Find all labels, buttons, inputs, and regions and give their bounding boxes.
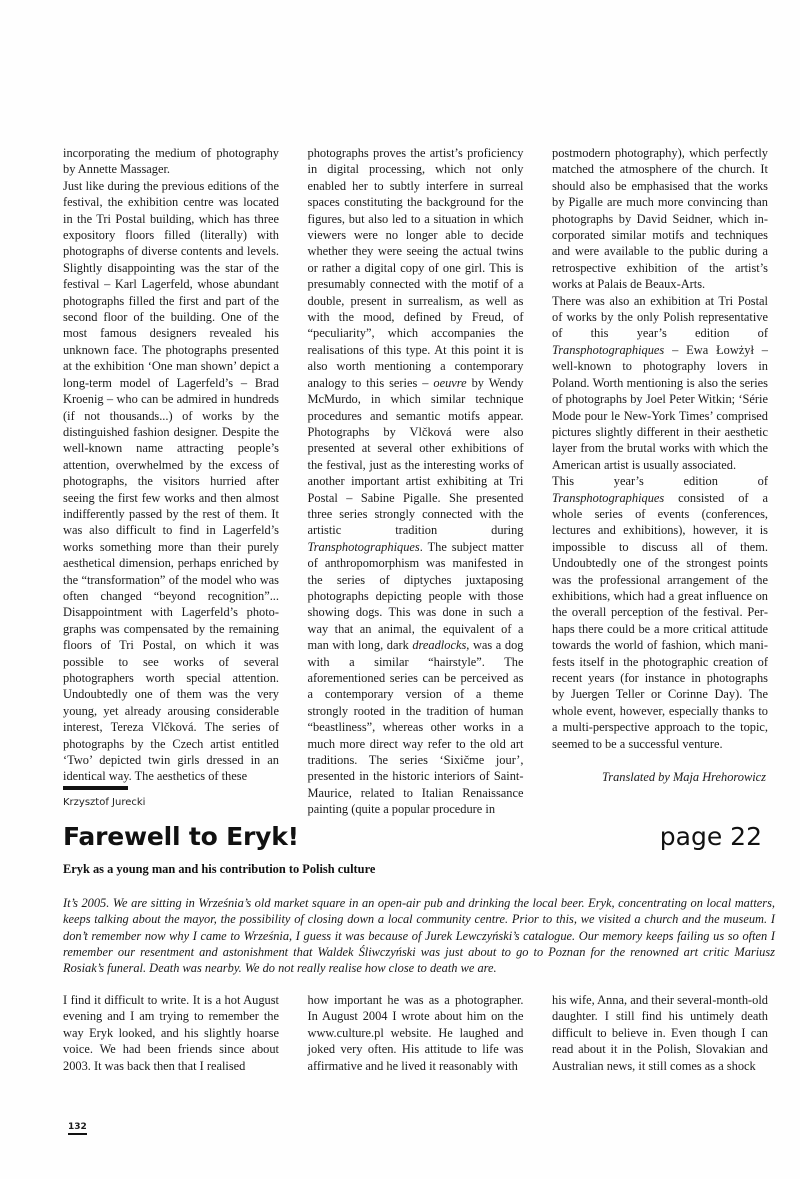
article-title: Farewell to Eryk! bbox=[63, 822, 299, 851]
paragraph: This year’s edition of Transphotographiques consisted of a whole series of events (conferences, lectures and exhibitions), however, it is impossible to discuss all of them. Undoubtedly one of the strongest points was the professional arrangement of the exhibitions, which had a great influence on the overall perception of the festival. Perhaps there could be a more critical attitude towards the world of fashion, which manifests itself in the photographic creation of recent years (for instance in photographs by Juergen Teller or Corinne Day). The whole event, however, especially thanks to a multi-perspective approach to the topic, seemed to be a successful venture. bbox=[552, 474, 768, 751]
article-subtitle: Eryk as a young man and his contribution to Polish culture bbox=[63, 862, 376, 876]
paragraph: I find it difficult to write. It is a hot August evening and I am trying to remember the way Eryk looked, and his slightly hoarse voice. We had been friends since about 2003. It was back then that I realised bbox=[63, 993, 279, 1073]
page-reference: page 22 bbox=[659, 822, 762, 851]
section-divider bbox=[63, 786, 128, 790]
page-number: 132 bbox=[68, 1122, 87, 1135]
column-1 bbox=[63, 992, 279, 1074]
paragraph: incorporating the medium of photography by Annette Massager. bbox=[63, 146, 279, 177]
author-name: Krzysztof Jurecki bbox=[63, 797, 146, 808]
column-2 bbox=[308, 992, 524, 1074]
translator-credit: Translated by Maja Hrehorowicz bbox=[602, 770, 766, 785]
paragraph: postmodern photography), which perfectly matched the atmosphere of the church. It should also be emphasised that the works by Pigalle are much more convincing than photographs by David Seidner, which incorporated similar motifs and techniques and were available to the public during a retrospective exhibition of the artist’s works at Palais de Beaux-Arts. bbox=[552, 146, 768, 292]
article-body-columns bbox=[63, 992, 768, 1074]
paragraph: There was also an exhibition at Tri Postal of works by the only Polish representative of this year’s edition of Transphotographiques – Ewa Łowżył – well-known to photography lovers in Poland. Worth mentioning is also the series of photographs by Joel Peter Witkin; ‘Série Mode pour le New-York Times’ comprised pictures slightly different in their aesthetic layer from the brutal works with which the American artist is usually associated. bbox=[552, 293, 768, 472]
paragraph: how important he was as a photographer. In August 2004 I wrote about him on the www.culture.pl website. He laughed and joked very often. His attitude to life was affirmative and he lived it reasonably with bbox=[307, 993, 524, 1073]
column-2 bbox=[308, 145, 524, 818]
paragraph: Just like during the previous editions of the festival, the exhibition centre was located in the Tri Postal building, which has three expository floors filled (literally) with photographs of diverse contents and levels. Slightly disappointing was the star of the festival – Karl Lagerfeld, whose abundant photographs filled the first and part of the second floor of the building. One of the most famous designers revealed his unknown face. The photographs presented at the exhibition ‘One man shown’ depict a long-term model of Lagerfeld’s – Brad Kroenig – who can be admired in hundreds (if not thousands...) of works by the distinguished fashion designer. Despite the well-known name attracting people’s attention, overwhelmed by the excess of photographs, the visitors hurried after seeing the first few works and then almost indifferently passed by the rest of them. It was also difficult to find in Lagerfeld’s works something more than their purely aesthetical dimension, perhaps enriched by the “transformation” of the model who was often changed “beyond recognition”... Disappointment with Lagerfeld’s photographs was compensated by the remaining floors of Tri Postal, on which it was possible to see works of several photographers worth special attention. Undoubtedly one of them was the very young, yet already arousing considerable interest, Tereza Vlčková. The series of photographs by the Czech artist entitled ‘Two’ depicted twin girls dressed in an identical way. The aesthetics of these bbox=[63, 178, 279, 784]
column-3 bbox=[552, 992, 768, 1074]
paragraph: his wife, Anna, and their several-month-old daughter. I still find his untimely death difficult to believe in. Even though I can read about it in the Polish, Slovakian and Australian news, it still comes as a shock bbox=[552, 993, 768, 1073]
column-3 bbox=[552, 145, 768, 818]
article-intro: It’s 2005. We are sitting in Września’s old market square in an open-air pub and drinking the local beer. Eryk, concentrating on local matters, keeps talking about the mayor, the possibility of closing down a local community centre. Prior to this, we visited a church and the museum. I don’t remember now why I came to Września, I guess it was because of Jurek Lewczyński’s catalogue. Our memory keeps failing us so often I remember our resentment and astonishment that Waldek Śliwczyński was just about to go to Poznan for the renowned art critic Mariusz Rosiak’s funeral. Death was nearby. We do not really realise how close to death we are. bbox=[63, 896, 775, 976]
previous-article-columns bbox=[63, 145, 768, 818]
paragraph: photographs proves the artist’s proficiency in digital processing, which not only enabled her to subtly interfere in surreal spaces constituting the background for the figures, but also led to a situation in which viewers were no longer able to decide whether they were seeing the actual twins or rather a digital copy of one girl. This is presumably connected with the motif of a double, present in surrealism, as well as with the mood, defined by Freud, of “peculiarity”, which accompanies the realisations of this type. At this point it is also worth mentioning a contemporary analogy to this series – oeuvre by Wendy McMurdo, in which similar technique procedures and semantic motifs appear. Photographs by Vlčková were also presented at several other exhibitions of the festival, just as the interesting works of another important artist exhibiting at Tri Postal – Sabine Pigalle. She presented three series strongly connected with the artistic tradition during Transphotographiques. The subject matter of anthropomorphism was manifested in the series of diptyches juxtaposing photographs depicting people with those showing dogs. This was done in such a way that an animal, the equivalent of a man with long, dark dreadlocks, was a dog with a similar “hairstyle”. The aforementioned series can be perceived as a contemporary version of a theme strongly rooted in the tradition of human “beastliness”, whereas other works in a much more direct way refer to the old art traditions. The series ‘Sixičme jour’, presented in the historic interiors of Saint-Maurice, related to Italian Renaissance painting (quite a popular procedure in bbox=[307, 146, 524, 817]
column-1 bbox=[63, 145, 279, 818]
